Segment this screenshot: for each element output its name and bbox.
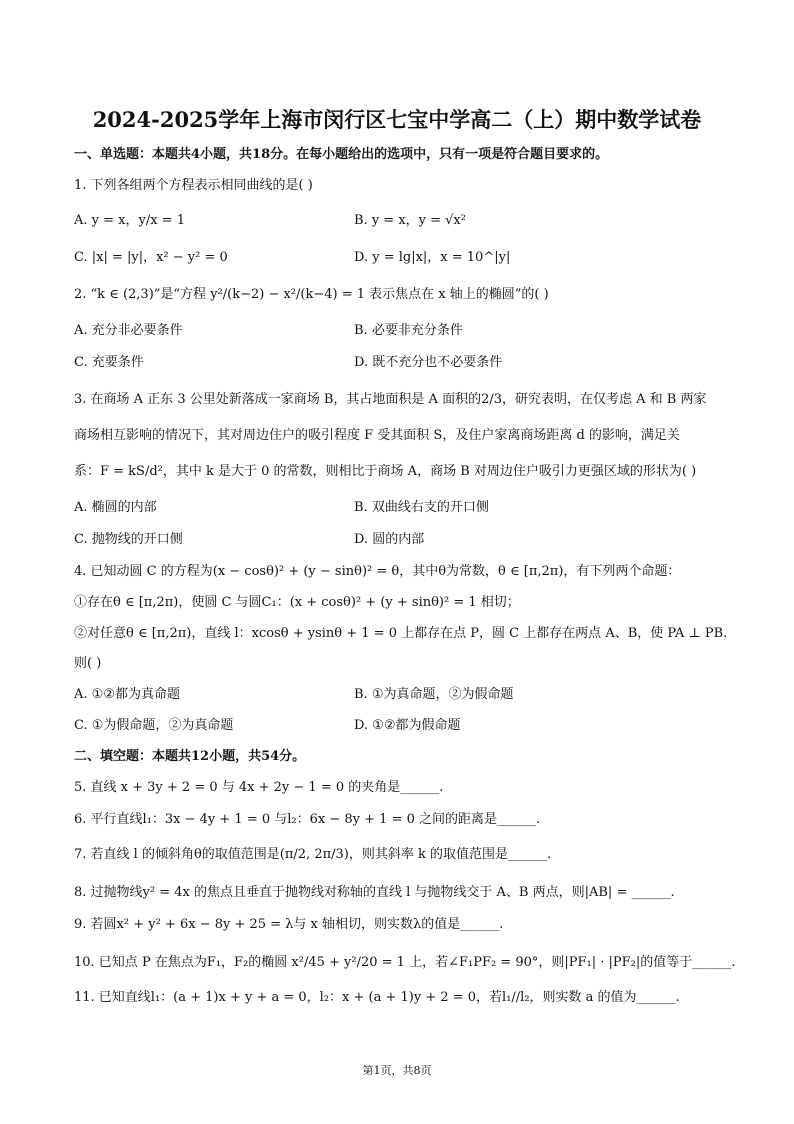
- question-3-line-2: 商场相互影响的情况下，其对周边住户的吸引程度 F 受其面积 S，及住户家离商场距离 d 的影响，满足关: [74, 428, 680, 443]
- section-header-single-choice: 一、单选题：本题共4小题，共18分。在每小题给出的选项中，只有一项是符合题目要求的。: [74, 147, 609, 162]
- page-title: 2024-2025学年上海市闵行区七宝中学高二（上）期中数学试卷: [92, 107, 702, 132]
- question-3-option-c: C. 抛物线的开口侧: [74, 532, 183, 547]
- question-4-option-a: A. ①②都为真命题: [74, 687, 180, 702]
- question-3-line-1: 3. 在商场 A 正东 3 公里处新落成一家商场 B，其占地面积是 A 面积的2/3，研究表明，在仅考虑 A 和 B 两家: [74, 392, 707, 407]
- question-2-option-a: A. 充分非必要条件: [74, 323, 183, 338]
- question-4-line-1: 4. 已知动圆 C 的方程为(x − cosθ)² + (y − sinθ)² = θ，其中θ为常数，θ ∈ [π,2π)，有下列两个命题：: [74, 564, 681, 579]
- question-6: 6. 平行直线l₁：3x − 4y + 1 = 0 与l₂：6x − 8y + 1 = 0 之间的距离是______.: [74, 812, 541, 827]
- question-4-option-c: C. ①为假命题，②为真命题: [74, 718, 234, 733]
- question-4-line-3: ②对任意θ ∈ [π,2π)，直线 l：xcosθ + ysinθ + 1 = 0 上都存在点 P，圆 C 上都存在两点 A、B，使 PA ⊥ PB.: [74, 626, 728, 641]
- question-2-option-d: D. 既不充分也不必要条件: [354, 355, 503, 370]
- question-2-option-b: B. 必要非充分条件: [354, 323, 463, 338]
- question-1-option-d: D. y = lg|x|，x = 10^|y|: [354, 250, 511, 265]
- section-header-fill-in: 二、填空题：本题共12小题，共54分。: [74, 749, 306, 764]
- question-8: 8. 过抛物线y² = 4x 的焦点且垂直于抛物线对称轴的直线 l 与抛物线交于 A、B 两点，则|AB| = ______.: [74, 885, 675, 900]
- question-2-stem: 2. “k ∈ (2,3)”是“方程 y²/(k−2) − x²/(k−4) = 1 表示焦点在 x 轴上的椭圆”的( ): [74, 287, 549, 302]
- question-3-line-3: 系：F = kS/d²，其中 k 是大于 0 的常数，则相比于商场 A，商场 B 对周边住户吸引力更强区域的形状为( ): [74, 464, 697, 479]
- question-9: 9. 若圆x² + y² + 6x − 8y + 25 = λ与 x 轴相切，则实数λ的值是______.: [74, 917, 504, 932]
- question-4-option-b: B. ①为真命题，②为假命题: [354, 687, 514, 702]
- question-3-option-a: A. 椭圆的内部: [74, 500, 157, 515]
- question-1-option-b: B. y = x，y = √x²: [354, 213, 466, 228]
- question-4-option-d: D. ①②都为假命题: [354, 718, 461, 733]
- question-4-line-2: ①存在θ ∈ [π,2π)，使圆 C 与圆C₁：(x + cosθ)² + (y + sinθ)² = 1 相切；: [74, 595, 520, 610]
- question-10: 10. 已知点 P 在焦点为F₁，F₂的椭圆 x²/45 + y²/20 = 1 上，若∠F₁PF₂ = 90°，则|PF₁| · |PF₂|的值等于______.: [74, 955, 736, 970]
- question-3-option-d: D. 圆的内部: [354, 532, 425, 547]
- question-7: 7. 若直线 l 的倾斜角θ的取值范围是(π/2, 2π/3)，则其斜率 k 的取值范围是______.: [74, 847, 552, 862]
- question-4-line-4: 则( ): [74, 656, 102, 671]
- question-3-option-b: B. 双曲线右支的开口侧: [354, 500, 489, 515]
- question-1-stem: 1. 下列各组两个方程表示相同曲线的是( ): [74, 178, 313, 193]
- question-5: 5. 直线 x + 3y + 2 = 0 与 4x + 2y − 1 = 0 的夹角是______.: [74, 780, 444, 795]
- question-1-option-a: A. y = x，y/x = 1: [74, 213, 185, 228]
- page-number: 第1页，共8页: [362, 1064, 432, 1077]
- question-11: 11. 已知直线l₁：(a + 1)x + y + a = 0，l₂：x + (a + 1)y + 2 = 0，若l₁//l₂，则实数 a 的值为______.: [74, 990, 680, 1005]
- question-1-option-c: C. |x| = |y|，x² − y² = 0: [74, 250, 228, 265]
- question-2-option-c: C. 充要条件: [74, 355, 144, 370]
